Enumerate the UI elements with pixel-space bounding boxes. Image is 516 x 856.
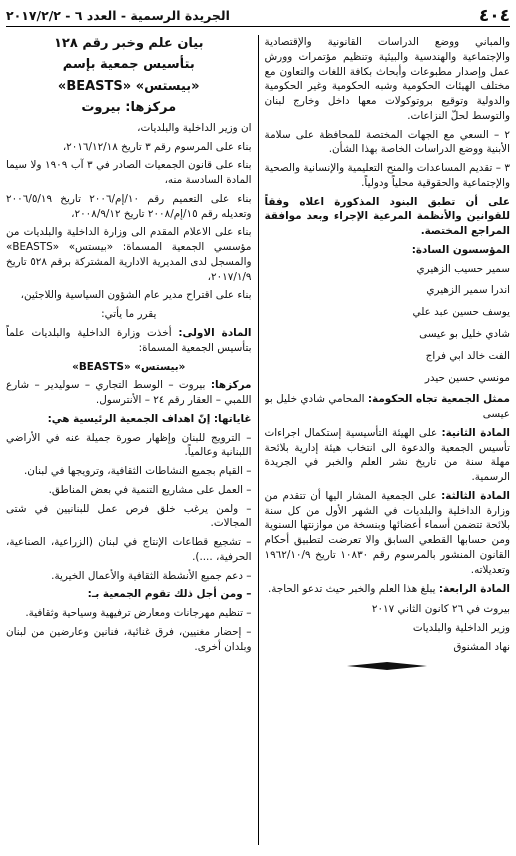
goal-item: – القيام بجميع النشاطات الثقافية، وترويجها في لبنان.	[24, 465, 252, 478]
means-item: – تنظيم مهرجانات ومعارض ترفيهية وسياحية وثقافية.	[25, 607, 252, 620]
representative	[265, 392, 511, 422]
paragraph: بناء على الاعلام المقدم الى وزارة الداخلية والبلديات من مؤسسي الجمعية المسماة: «بيستس» «BEASTS» والمسجل لدى المديرية الادارية المشتركة برقم ٥٢٨ تاريخ ٢٠١٧/١/٩،	[6, 226, 252, 283]
founders-list	[265, 262, 511, 386]
founder-name: سمير حسيب الزهيري	[416, 262, 510, 275]
article-1	[6, 326, 252, 356]
paragraph: ٣ – تقديم المساعدات والمنح التعليمية والإنسانية والصحية والإجتماعية والحقوقية محلياً ودولياً.	[264, 162, 510, 189]
goals-label: غاياتها: إنّ اهداف الجمعية الرئيسية هي:	[47, 412, 252, 425]
paragraph: ٢ – السعي مع الجهات المختصة للمحافظة على سلامة الأبنية ووضع الدراسات الخاصة بهذا الشأن.	[264, 128, 510, 156]
decides-line: يقرر ما يأتي:	[101, 308, 157, 321]
page-number: ٤٠٤	[478, 5, 510, 26]
means-label: – ومن أجل ذلك تقوم الجمعية بـ:	[87, 588, 252, 601]
founder-name: اندرا سمير الزهيري	[426, 284, 510, 297]
founder-name: الفت خالد ابي فراج	[425, 349, 510, 362]
notice-heading: بيان علم وخبر رقم ١٢٨	[54, 36, 204, 51]
hq-text: بيروت – الوسط التجاري – سوليدير – شارع اللمبي – العقار رقم ٢٤ – الأنترسول.	[6, 379, 252, 407]
paragraph: ان وزير الداخلية والبلديات،	[137, 121, 252, 134]
art3-text: على الجمعية المشار اليها أن تتقدم من وزارة الداخلية والبلديات في الشهر الأول من كل سنة بلائحة تتضمن أسماء أعضائها وبنسخة من موازنتها السنوية ومن حسابها القطعي السابق والا تعرضت لتطبيق أحكام القانون المنشور بالمرسوم رقم ١٠٨٣٠ تاريخ ١٩٦٢/١٠/٩ وتعديلاته.	[264, 489, 510, 576]
article-4	[265, 582, 511, 597]
paragraph: والمباني ووضع الدراسات القانونية والإقتصادية والإجتماعية والهندسية والبيئية وتنظيم مؤتمرات وورش عمل وإصدار مطبوعات وأبحاث بكافة اللغات والتعاون مع مختلف الهيئات الحكومية وشبه الحكومية وغير الحكومية والدولية وتوقيع بروتوكولات معها داخل وخارج لبنان والتوسط لحلّ النزاعات.	[264, 36, 510, 122]
paragraph: بناء على التعميم رقم ١٠/إم/٢٠٠٦ تاريخ ٢٠٠٦/٥/١٩ وتعديله رقم ١٥/إم/٢٠٠٨ تاريخ ٢٠٠٨/٩/١٢،	[6, 192, 252, 220]
rep-value: المحامي شادي خليل بو عيسى	[264, 393, 510, 421]
means-item: – إحضار مغنيين، فرق غنائية، فنانين وعارضين من لبنان وبلدان أخرى.	[6, 626, 252, 653]
goal-item: – الترويج للبنان وإظهار صورة جميلة عنه في الأراضي اللبنانية وعالمياً.	[6, 431, 252, 459]
rep-label: ممثل الجمعية تجاه الحكومة:	[367, 393, 510, 406]
notice-subheading: بتأسيس جمعية بإسم	[62, 57, 195, 73]
signing-date: بيروت في ٢٦ كانون الثاني ٢٠١٧	[371, 603, 510, 616]
headquarters-heading: مركزها: بيروت	[81, 100, 177, 116]
columns	[6, 35, 510, 845]
art4-label: المادة الرابعة:	[438, 582, 510, 595]
goal-item: – ولمن يرغب خلق فرص عمل للبنانيين في شتى المجالات.	[6, 502, 252, 530]
column-separator	[258, 35, 259, 845]
art2-label: المادة الثانية:	[441, 426, 510, 439]
art2-text: على الهيئة التأسيسية إستكمال اجراءات تأسيس الجمعية والدعوة الى انتخاب هيئة إدارية بلائحة مهلة سنة من تاريخ نشر العلم والخبر في الجريدة الرسمية.	[264, 426, 510, 484]
page-header	[6, 6, 510, 27]
conditions-paragraph: على أن تطبق البنود المذكورة اعلاه وفقاً للقوانين والأنظمة المرعية الإجراء وبعد موافقة المراجع المختصة.	[264, 195, 510, 238]
headquarters	[6, 378, 252, 408]
goal-item: – العمل على مشاريع التنمية في بعض المناطق.	[48, 483, 252, 496]
founder-name: مونسي حسين حيدر	[424, 371, 510, 384]
art3-label: المادة الثالثة:	[441, 489, 510, 502]
art4-text: يبلغ هذا العلم والخبر حيث تدعو الحاجة.	[267, 582, 436, 595]
paragraph: بناء على قانون الجمعيات الصادر في ٣ آب ١٩٠٩ ولا سيما المادة السادسة منه،	[6, 159, 252, 187]
paragraph: بناء على اقتراح مدير عام الشؤون السياسية واللاجئين،	[20, 289, 252, 302]
art1-text: أخذت وزارة الداخلية والبلديات علماً بتأسيس الجمعية المسماة:	[6, 327, 252, 354]
paragraph: بناء على المرسوم رقم ٣ تاريخ ٢٠١٦/١٢/١٨،	[62, 140, 252, 153]
right-column	[265, 35, 511, 845]
end-divider-icon	[347, 661, 427, 671]
association-name-line: «بيستس» «BEASTS»	[72, 360, 186, 373]
article-3	[265, 489, 511, 578]
gazette-title: الجريدة الرسمية - العدد ٦ - ٢٠١٧/٢/٢	[6, 8, 230, 24]
founder-name: يوسف حسين عبد علي	[412, 306, 510, 319]
goal-item: – دعم جميع الأنشطة الثقافية والأعمال الخيرية.	[51, 569, 252, 582]
minister-name: نهاد المشنوق	[453, 640, 510, 653]
founder-name: شادي خليل بو عيسى	[419, 328, 510, 341]
founders-label: المؤسسون السادة:	[411, 243, 510, 256]
minister-title: وزير الداخلية والبلديات	[412, 622, 510, 635]
hq-label: مركزها:	[210, 379, 252, 392]
association-name: «بيستس» «BEASTS»	[57, 78, 200, 94]
article-2	[265, 426, 511, 485]
goal-item: – تشجيع قطاعات الإنتاج في لبنان (الزراعية، الصناعية، الحرفية، ....).	[6, 536, 252, 563]
art1-label: المادة الاولى:	[178, 327, 252, 339]
left-column	[6, 35, 252, 845]
